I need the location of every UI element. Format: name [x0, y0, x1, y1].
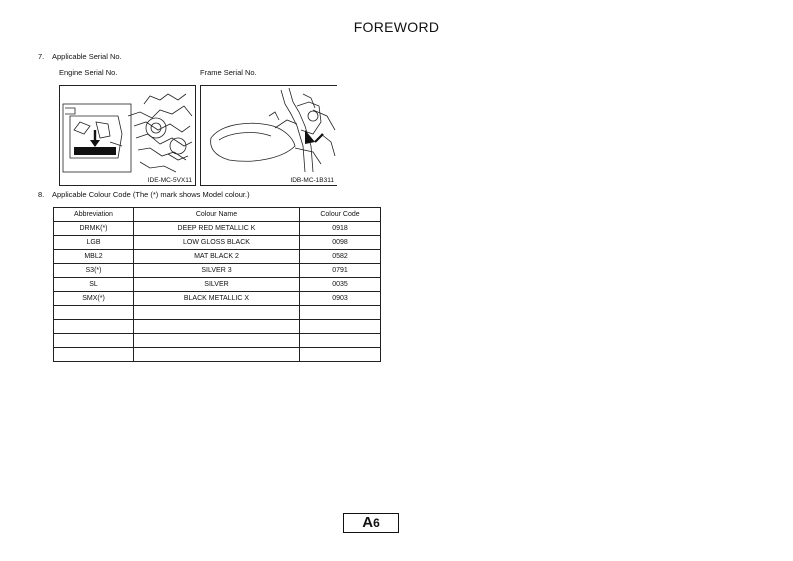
table-row: [54, 222, 381, 236]
engine-serial-caption: Engine Serial No.: [59, 68, 118, 77]
frame-serial-caption: Frame Serial No.: [200, 68, 257, 77]
section-8-heading: [38, 190, 250, 199]
colour-name-cell: SILVER: [134, 278, 300, 292]
page-letter: A: [362, 514, 374, 531]
table-row: [54, 264, 381, 278]
colour-name-cell: LOW GLOSS BLACK: [134, 236, 300, 250]
abbreviation-cell: DRMK(*): [54, 222, 134, 236]
frame-figure-label: IDB-MC-1B311: [290, 177, 334, 184]
colour-name-cell: [134, 334, 300, 348]
colour-code-cell: [300, 306, 381, 320]
colour-code-cell: 0035: [300, 278, 381, 292]
section-8-number: 8.: [38, 190, 45, 199]
abbreviation-cell: MBL2: [54, 250, 134, 264]
engine-serial-figure: [59, 85, 196, 186]
table-header-row: [54, 208, 381, 222]
colour-code-cell: [300, 348, 381, 362]
engine-illustration: [60, 86, 195, 185]
colour-code-table: [53, 207, 381, 362]
abbreviation-cell: [54, 334, 134, 348]
colour-code-cell: 0918: [300, 222, 381, 236]
abbreviation-cell: S3(*): [54, 264, 134, 278]
colour-name-cell: DEEP RED METALLIC K: [134, 222, 300, 236]
colour-name-cell: SILVER 3: [134, 264, 300, 278]
colour-name-cell: [134, 320, 300, 334]
colour-name-cell: [134, 306, 300, 320]
colour-code-cell: [300, 334, 381, 348]
column-header: Colour Code: [300, 208, 381, 222]
table-row: [54, 250, 381, 264]
abbreviation-cell: [54, 306, 134, 320]
colour-name-cell: BLACK METALLIC X: [134, 292, 300, 306]
section-7-title: Applicable Serial No.: [52, 52, 122, 61]
table-row-empty: [54, 320, 381, 334]
engine-figure-label: IDE-MC-5VX11: [147, 177, 192, 184]
abbreviation-cell: LGB: [54, 236, 134, 250]
colour-code-cell: 0791: [300, 264, 381, 278]
abbreviation-cell: [54, 320, 134, 334]
page-number: 6: [373, 516, 380, 530]
frame-illustration: [201, 86, 337, 185]
column-header: Abbreviation: [54, 208, 134, 222]
abbreviation-cell: [54, 348, 134, 362]
frame-serial-figure: [200, 85, 337, 186]
table-row: [54, 292, 381, 306]
colour-name-cell: MAT BLACK 2: [134, 250, 300, 264]
colour-code-cell: [300, 320, 381, 334]
colour-code-cell: 0098: [300, 236, 381, 250]
colour-name-cell: [134, 348, 300, 362]
abbreviation-cell: SL: [54, 278, 134, 292]
section-7-number: 7.: [38, 52, 45, 61]
table-row-empty: [54, 348, 381, 362]
table-row-empty: [54, 334, 381, 348]
table-row: [54, 278, 381, 292]
abbreviation-cell: SMX(*): [54, 292, 134, 306]
page-number-box: [343, 513, 399, 533]
section-8-title: Applicable Colour Code (The (*) mark shows Model colour.): [52, 190, 250, 199]
column-header: Colour Name: [134, 208, 300, 222]
colour-code-cell: 0582: [300, 250, 381, 264]
section-7-heading: [38, 52, 122, 61]
page-title: FOREWORD: [353, 19, 440, 35]
table-row-empty: [54, 306, 381, 320]
colour-code-cell: 0903: [300, 292, 381, 306]
table-row: [54, 236, 381, 250]
